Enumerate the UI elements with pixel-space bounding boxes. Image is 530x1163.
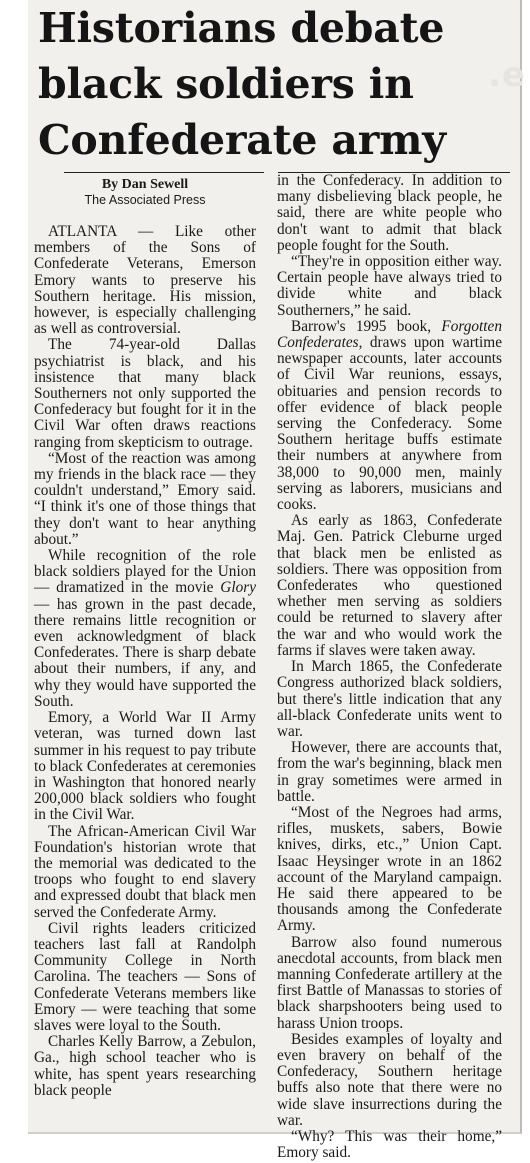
book-title: Forgotten Confederates bbox=[277, 317, 502, 352]
text-run: — has grown in the past decade, there remains little recognition or even acknowledgment of black Confederates. There is sharp debate about their numbers, if any, and why they would have supported the South. bbox=[34, 595, 256, 710]
paragraph: The 74-year-old Dallas psychiatrist is black, and his insistence that many black Southerners not only supported the Confederacy but fought for it in the Civil War often draws reactions ranging from skepticism to outrage. bbox=[34, 336, 256, 451]
movie-title: Glory bbox=[220, 579, 256, 597]
paragraph: “Why? This was their home,” Emory said. bbox=[277, 1127, 502, 1162]
paragraph: ATLANTA — Like other members of the Sons of Confederate Veterans, Emerson Emory wants to preserve his Southern heritage. His mission, however, is especially challenging as well as controversial. bbox=[34, 223, 256, 338]
newspaper-clipping bbox=[28, 0, 526, 1162]
paragraph: However, there are accounts that, from the war's beginning, black men in gray sometimes were armed in battle. bbox=[277, 739, 502, 805]
paragraph: In March 1865, the Confederate Congress authorized black soldiers, but there's little indication that any all-black Confederate units went to war. bbox=[277, 658, 502, 740]
paragraph: The African-American Civil War Foundation's historian wrote that the memorial was dedicated to the troops who fought to end slavery and expressed doubt that black men served the Confederate Army. bbox=[34, 822, 256, 921]
right-column bbox=[277, 173, 502, 1161]
byline bbox=[34, 176, 256, 208]
bleed-through-text: .e bbox=[488, 55, 526, 95]
paragraph: “They're in opposition either way. Certain people have always tried to divide white and black Southerners,” he said. bbox=[277, 253, 502, 319]
byline-agency: The Associated Press bbox=[84, 193, 206, 207]
paragraph: “Most of the reaction was among my friends in the black race — they couldn't understand,” Emory said. “I think it's one of those things that they don't want to hear anything about.” bbox=[34, 449, 256, 548]
headline-line-3: Confederate army bbox=[38, 116, 446, 164]
text-run: Barrow's 1995 book, bbox=[291, 317, 442, 335]
byline-author: By Dan Sewell bbox=[101, 177, 189, 192]
headline-line-1: Historians debate bbox=[38, 4, 445, 52]
paragraph: As early as 1863, Confederate Maj. Gen. Patrick Cleburne urged that black men be enlisted as soldiers. There was opposition from Confederates who questioned whether men serving as soldiers could be returned to slavery after the war and who would work the farms if slaves were taken away. bbox=[277, 512, 502, 659]
headline-line-2: black soldiers in bbox=[38, 60, 414, 108]
paragraph: Civil rights leaders criticized teachers last fall at Randolph Community College in North Carolina. The teachers — Sons of Confederate Veterans members like Emory — were teaching that some slaves were loyal to the South. bbox=[34, 919, 256, 1034]
headline-rule-left bbox=[64, 172, 264, 173]
paragraph: Emory, a World War II Army veteran, was turned down last summer in his request to pay tribute to black Confederates at ceremonies in Washington that honored nearly 200,000 black soldiers who fought in the Civil War. bbox=[34, 709, 256, 824]
paragraph bbox=[34, 548, 256, 710]
paragraph: “Most of the Negroes had arms, rifles, muskets, sabers, Bowie knives, dirks, etc.,” Union Capt. Isaac Heysinger wrote in an 1862 account of the Maryland campaign. He said there appeared to be thousands among the Confederate Army. bbox=[277, 803, 502, 935]
left-column bbox=[34, 176, 256, 1099]
paragraph bbox=[277, 319, 502, 513]
paragraph: Barrow also found numerous anecdotal accounts, from black men manning Confederate artillery at the first Battle of Manassas to stories of black sharpshooters being used to harass Union troops. bbox=[277, 933, 502, 1032]
paragraph: Besides examples of loyalty and even bravery on behalf of the Confederacy, Southern heritage buffs also note that there were no wide slave insurrections during the war. bbox=[277, 1030, 502, 1129]
text-run: , draws upon wartime newspaper accounts, later accounts of Civil War reunions, essays, obituaries and pension records to offer evidence of black people serving the Confederacy. Some Southern heritage buffs estimate their numbers at anywhere from 38,000 to 90,000 men, mainly serving as laborers, musicians and cooks. bbox=[277, 334, 502, 514]
headline bbox=[28, 0, 520, 168]
paragraph: Charles Kelly Barrow, a Zebulon, Ga., high school teacher who is white, has spent years researching black people bbox=[34, 1033, 256, 1099]
paragraph: in the Confederacy. In addition to many disbelieving black people, he said, there are white people who don't want to admit that black people fought for the South. bbox=[277, 172, 502, 254]
text-run: While recognition of the role black soldiers played for the Union — dramatized in the movie bbox=[34, 547, 256, 597]
